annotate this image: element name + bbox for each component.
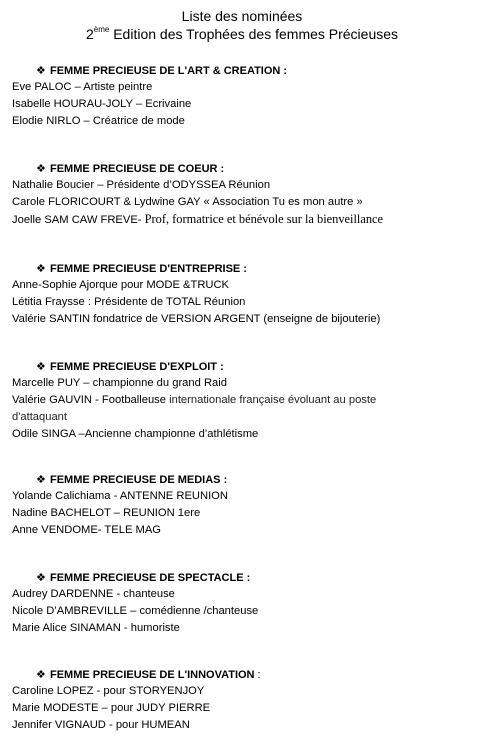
category-exploit [12, 360, 480, 443]
nominee-entry: Valérie GAUVIN - Footballeuse internationale française évoluant au poste d'attaquant [12, 394, 377, 423]
nominee-entry: Marie MODESTE – pour JUDY PIERRE [12, 702, 211, 714]
diamond-bullet-icon: ❖ [36, 263, 46, 275]
category-heading: ❖ FEMME PRECIEUSE DE L'INNOVATION : [36, 669, 261, 681]
category-heading: ❖ FEMME PRECIEUSE D'EXPLOIT : [36, 361, 224, 373]
nominee-entry: Nadine BACHELOT – REUNION 1ere [12, 507, 201, 519]
page-title: Liste des nominées [181, 8, 303, 24]
category-coeur [12, 162, 480, 229]
nominee-entry: Isabelle HOURAU-JOLY – Ecrivaine [12, 98, 192, 110]
category-heading: ❖ FEMME PRECIEUSE DE L'ART & CREATION : [36, 65, 288, 77]
nominee-entry: Marcelle PUY – championne du grand Raid [12, 377, 227, 389]
nominee-entry: Valérie SANTIN fondatrice de VERSION ARGENT (enseigne de bijouterie) [12, 313, 381, 325]
category-art-creation [12, 64, 480, 130]
category-medias [12, 473, 480, 539]
nominee-entry: Carole FLORICOURT & Lydwine GAY « Association Tu es mon autre » [12, 196, 363, 208]
category-entreprise [12, 262, 480, 328]
nominee-entry: Odile SINGA –Ancienne championne d’athlétisme [12, 428, 259, 440]
nominee-entry: Eve PALOC – Artiste peintre [12, 81, 153, 93]
nominee-entry: Audrey DARDENNE - chanteuse [12, 588, 175, 600]
nominee-entry: Anne-Sophie Ajorque pour MODE &TRUCK [12, 279, 230, 291]
diamond-bullet-icon: ❖ [36, 361, 46, 373]
diamond-bullet-icon: ❖ [36, 669, 46, 681]
diamond-bullet-icon: ❖ [36, 65, 46, 77]
category-heading: ❖ FEMME PRECIEUSE DE COEUR : [36, 163, 225, 175]
subtitle-number: 2 [85, 26, 94, 42]
category-heading: ❖ FEMME PRECIEUSE DE MEDIAS : [36, 474, 228, 486]
nominee-entry: Elodie NIRLO – Créatrice de mode [12, 115, 185, 127]
nominee-entry: Caroline LOPEZ - pour STORYENJOY [12, 685, 205, 697]
nominee-entry: Jennifer VIGNAUD - pour HUMEAN [12, 719, 190, 731]
diamond-bullet-icon: ❖ [36, 163, 46, 175]
nominee-entry: Nathalie Boucier – Présidente d’ODYSSEA Réunion [12, 179, 271, 191]
nominee-entry: Nicole D’AMBREVILLE – comédienne /chanteuse [12, 605, 259, 617]
nominee-entry: Yolande Calichiama - ANTENNE REUNION [12, 490, 228, 502]
nominee-entry: Létitia Fraysse : Présidente de TOTAL Réunion [12, 296, 246, 308]
category-heading: ❖ FEMME PRECIEUSE D'ENTREPRISE : [36, 263, 247, 275]
nominee-entry: Anne VENDOME- TELE MAG [12, 524, 162, 536]
subtitle-rest: Edition des Trophées des femmes Précieuses [109, 26, 399, 42]
nominee-entry: Joelle SAM CAW FREVE- Prof, formatrice et bénévole sur la bienveillance [12, 212, 384, 226]
nominee-entry: Marie Alice SINAMAN - humoriste [12, 622, 180, 634]
diamond-bullet-icon: ❖ [36, 474, 46, 486]
subtitle-superscript: ème [93, 25, 110, 34]
category-spectacle [12, 571, 480, 637]
category-innovation [12, 668, 480, 734]
category-heading: ❖ FEMME PRECIEUSE DE SPECTACLE : [36, 572, 251, 584]
diamond-bullet-icon: ❖ [36, 572, 46, 584]
page-subtitle [0, 26, 484, 43]
